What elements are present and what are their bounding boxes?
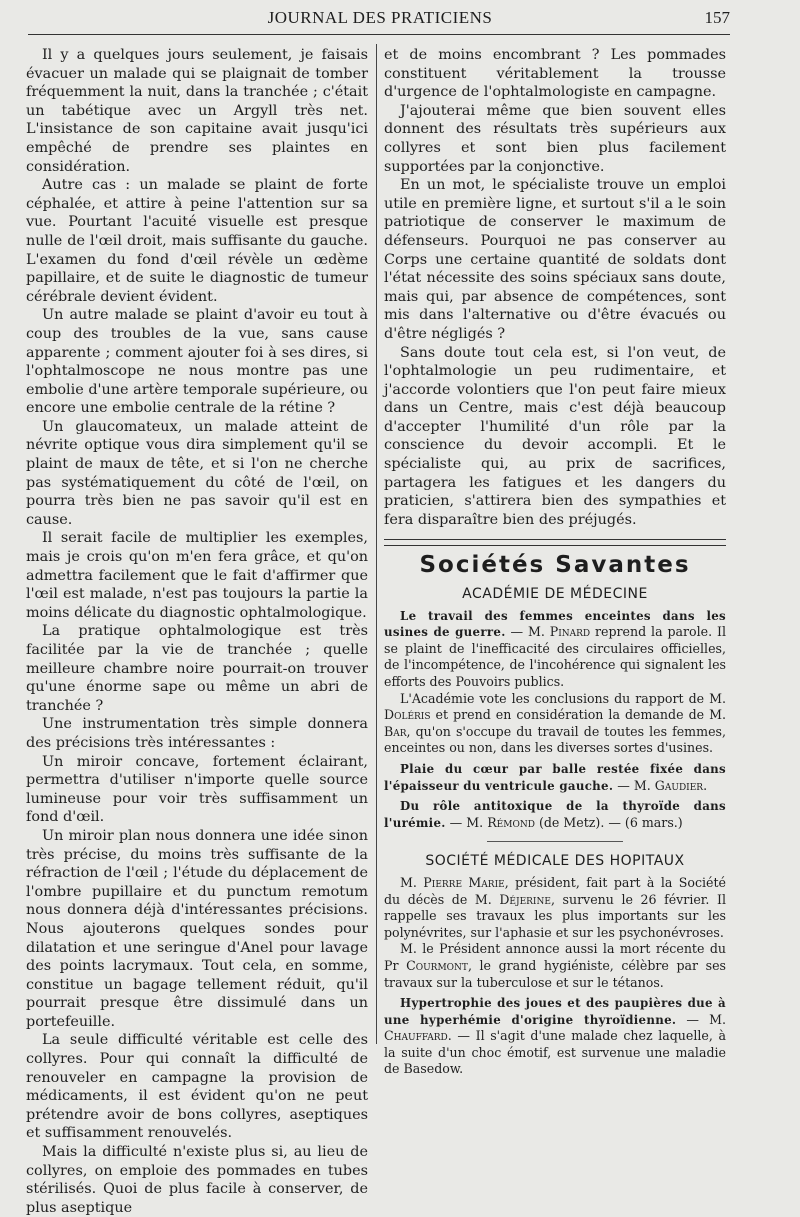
page-number: 157 — [704, 8, 730, 27]
author-name: Chauffard — [384, 1028, 448, 1044]
dash: — M. — [445, 814, 488, 830]
paragraph: La seule difficulté véritable est celle des collyres. Pour qui connaît la difficulté de renouveler en campagne la provision de médicaments, il est évident qu'on ne peut prétendre avoir de bons collyres, aseptiques et suffisamment renouvelés. — [26, 1032, 368, 1142]
author-name: Déjerine — [499, 891, 551, 907]
text: M. — [400, 874, 424, 890]
hopitaux-item — [384, 995, 726, 1078]
author-name: Doléris — [384, 707, 431, 723]
text: M. le Président annonce aussi la mort récente du Pr — [384, 941, 726, 973]
item-title: Le travail des femmes enceintes dans les usines de guerre. — [384, 608, 726, 640]
academie-heading: ACADÉMIE DE MÉDECINE — [462, 586, 648, 603]
dash: — M. — [613, 777, 655, 793]
item-title: Du rôle antitoxique de la thyroïde dans l'urémie. — [384, 799, 726, 830]
item-title: Plaie du cœur par balle restée fixée dans l'épaisseur du ventricule gauche. — [384, 761, 726, 793]
paragraph: Une instrumentation très simple donnera des précisions très intéressantes : — [26, 716, 368, 751]
dash: — M. — [676, 1011, 726, 1027]
paragraph: J'ajouterai même que bien souvent elles donnent des résultats très supérieurs aux collyres et sont bien plus facilement supportées par la conjonctive. — [384, 102, 726, 175]
paragraph: La pratique ophtalmologique est très facilitée par la vie de tranchée ; quelle meilleure chambre noire pourrait-on trouver qu'une énorme sape ou même un abri de tranchée ? — [26, 623, 368, 714]
text: (de Metz). — (6 mars.) — [534, 814, 683, 830]
item-text: . — Il s'agit d'une malade chez laquelle, à la suite d'un choc émotif, est survenue une maladie de Basedow. — [384, 1028, 726, 1077]
text: , le grand hygiéniste, célèbre par ses travaux sur la tuberculose et sur le tétanos. — [384, 957, 726, 990]
paragraph: Il serait facile de multiplier les exemples, mais je crois qu'on m'en fera grâce, et qu'on admettra facilement que le fait d'affirmer que l'œil est malade, n'est pas toujours la partie la moins délicate du diagnostic ophtalmologique. — [26, 530, 368, 621]
academie-item-1 — [384, 608, 726, 691]
paragraph: Un autre malade se plaint d'avoir eu tout à coup des troubles de la vue, sans cause apparente ; comment ajouter foi à ses dires, si l'ophtalmoscope ne nous montre pas une embolie d'une artère temporale supérieure, ou encore une embolie centrale de la rétine ? — [26, 307, 368, 417]
author-name: Bar — [384, 723, 407, 739]
academie-item-1-p2 — [384, 691, 726, 757]
paragraph: Mais la difficulté n'existe plus si, au lieu de collyres, on emploie des pommades en tubes stérilisés. Quoi de plus facile à conserver, de plus aseptique — [26, 1144, 368, 1216]
academie-item-3 — [384, 798, 726, 831]
hopitaux-p1 — [384, 875, 726, 941]
right-column — [384, 46, 726, 1078]
hopitaux-heading: SOCIÉTÉ MÉDICALE DES HOPITAUX — [425, 853, 685, 870]
paragraph: Un miroir concave, fortement éclairant, permettra d'utiliser n'importe quelle source lumineuse pour voir très suffisamment un fond d'œil. — [26, 753, 368, 826]
header-rule — [28, 34, 730, 35]
item-title: Hypertrophie des joues et des paupières due à une hyperhémie d'origine thyroïdienne. — [384, 996, 726, 1027]
paragraph: et de moins encombrant ? Les pommades constituent véritablement la trousse d'urgence de l'ophtalmologiste en campagne. — [384, 47, 726, 101]
left-column — [26, 46, 368, 1217]
paragraph: Un glaucomateux, un malade atteint de névrite optique vous dira simplement qu'il se plaint de maux de tête, et si l'on ne cherche pas systématiquement du côté de l'œil, on pourra très bien ne pas savoir qu'il est en cause. — [26, 418, 368, 528]
author-name: Courmont — [406, 957, 468, 973]
text: et prend en considération la demande de M. — [430, 707, 726, 723]
text: L'Académie vote les conclusions du rapport de M. — [400, 690, 726, 706]
paragraph: Autre cas : un malade se plaint de forte céphalée, et attire à peine l'attention sur sa vue. Pourtant l'acuité visuelle est presque nulle de l'œil droit, mais suffisante du gauche. L'examen du fond d'œil révèle un œdème papillaire, et de suite le diagnostic de tumeur cérébrale devient évident. — [26, 177, 368, 305]
journal-title: JOURNAL DES PRATICIENS — [267, 8, 493, 27]
hopitaux-p2 — [384, 941, 726, 991]
text: , qu'on s'occupe du travail de toutes les femmes, enceintes ou non, dans les diverses sortes d'usines. — [384, 723, 726, 756]
subsection-rule — [487, 841, 624, 842]
author-name: Pierre Marie — [423, 874, 505, 890]
paragraph: Sans doute tout cela est, si l'on veut, de l'ophtalmologie un peu rudimentaire, et j'accorde volontiers que l'on peut faire mieux dans un Centre, mais c'est déjà beaucoup d'accepter l'humilité d'un rôle par la conscience du devoir accompli. Et le spécialiste qui, au prix de sacrifices, partagera les fatigues et les dangers du praticien, s'attirera bien des sympathies et fera disparaître bien des préjugés. — [384, 344, 726, 528]
author-name: Rémond — [487, 814, 535, 830]
column-divider — [376, 44, 377, 1044]
paragraph: Un miroir plan nous donnera une idée sinon très précise, du moins très suffisante de la réfraction de l'œil ; l'étude du déplacement de l'ombre pupillaire et du punctum remotum nous donnera déjà d'intéressantes précisions. Nous ajouterons quelques sondes pour dilatation et une seringue d'Anel pour lavage des points lacrymaux. Tout cela, en somme, constitue un bagage tellement réduit, qu'il pourrait presque être dissimulé dans un portefeuille. — [26, 827, 368, 1030]
dash: — M. — [505, 624, 550, 640]
academie-item-2 — [384, 761, 726, 794]
section-rule — [384, 539, 726, 546]
paragraph: Il y a quelques jours seulement, je faisais évacuer un malade qui se plaignait de tomber fréquemment la nuit, dans la tranchée ; c'était un tabétique avec un Argyll très net. L'insistance de son capitaine avait jusqu'ici empêché de prendre ses plaintes en considération. — [26, 47, 368, 175]
paragraph: En un mot, le spécialiste trouve un emploi utile en première ligne, et surtout s'il a le soin patriotique de conserver le maximum de défenseurs. Pourquoi ne pas conserver au Corps une certaine quantité de soldats dont l'état nécessite des soins spéciaux sans doute, mais qui, par absence de compétences, sont mis dans l'alternative ou d'être évacués ou d'être négligés ? — [384, 177, 726, 342]
section-title: Sociétés Savantes — [419, 552, 691, 579]
author-name: Pinard — [549, 624, 591, 640]
text: , président, fait part à la Société du décès de M. — [384, 874, 726, 907]
text: , survenu le 26 février. Il rappelle ses travaux les plus importants sur les polynévrites, sur l'aphasie et sur les psychonévroses. — [384, 891, 726, 940]
page-header — [30, 8, 730, 30]
author-name: Gaudier — [654, 777, 704, 793]
text: . — [703, 777, 708, 793]
item-text: reprend la parole. Il se plaint de l'inefficacité des circulaires officielles, de l'incompétence, de l'incohérence qui signalent les efforts des Pouvoirs publics. — [384, 624, 726, 689]
